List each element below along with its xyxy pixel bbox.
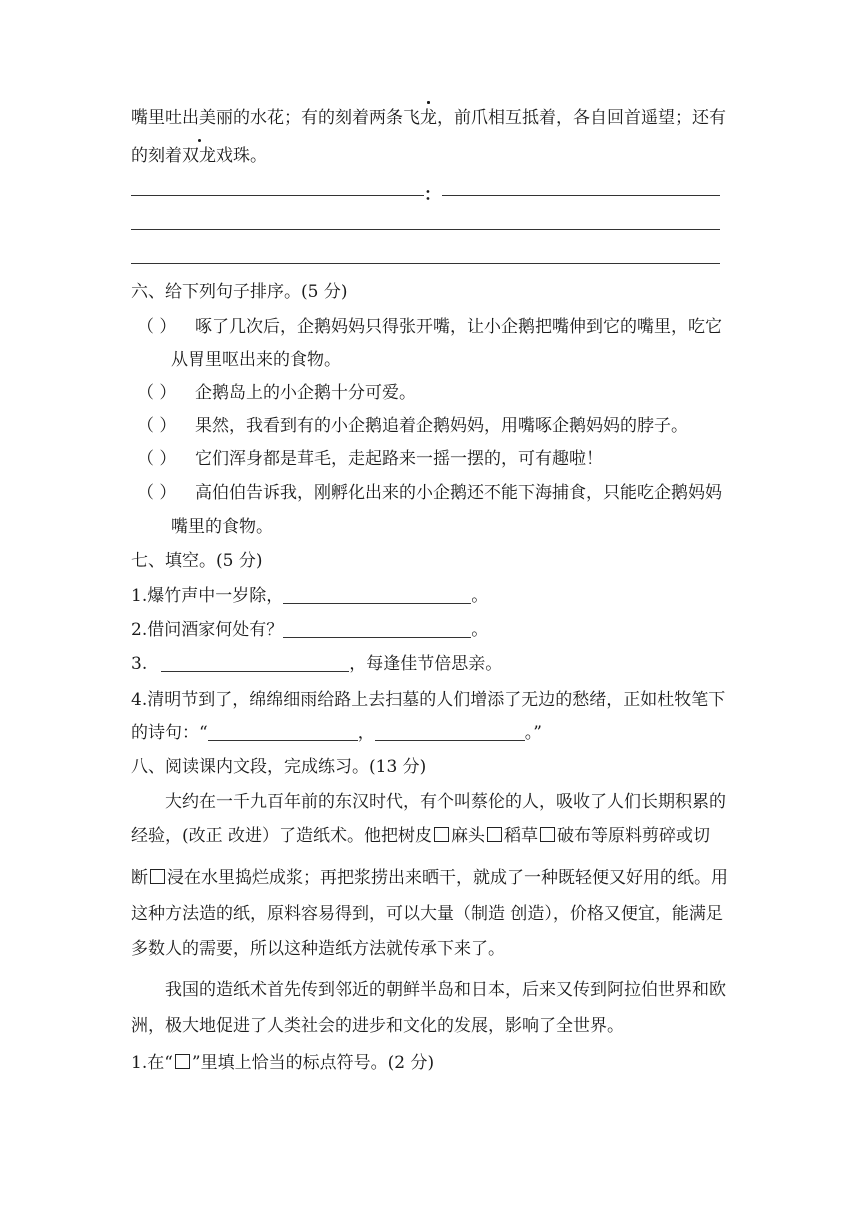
text-segment: 有 — [709, 108, 726, 128]
sort-item-text: 果然，我看到有的小企鹅追着企鹅妈妈，用嘴啄企鹅妈妈的脖子。 — [195, 416, 688, 436]
sort-item-2 — [137, 382, 416, 404]
fill-item-3 — [131, 653, 502, 675]
fill-item-2 — [131, 619, 488, 641]
text-segment: 破布等原料剪碎或切 — [557, 826, 711, 846]
fill-blank[interactable] — [208, 724, 358, 741]
punctuation-box[interactable] — [150, 869, 165, 884]
sort-item-3 — [137, 415, 688, 437]
poem-text: ，每逢佳节倍思亲。 — [349, 654, 503, 674]
colon: ： — [424, 185, 441, 205]
dotted-char: 有 — [301, 108, 318, 128]
answer-line[interactable] — [131, 195, 424, 196]
sort-item-5 — [137, 482, 722, 504]
text-segment: 嘴里吐出美丽的水花； — [131, 108, 301, 128]
sort-item-1-cont: 从胃里呕出来的食物。 — [171, 350, 341, 370]
text-segment: 稻草 — [504, 826, 539, 846]
punctuation: 。 — [471, 620, 489, 640]
order-bracket[interactable]: （ ） — [137, 449, 177, 469]
section-heading: 八、阅读课内文段，完成练习。(13 分) — [131, 757, 427, 777]
answer-line[interactable] — [131, 229, 720, 230]
answer-line[interactable] — [131, 263, 720, 264]
text-segment: ”里填上恰当的标点符号。(2 分) — [191, 1053, 435, 1073]
fill-item-1 — [131, 585, 488, 607]
text-segment: 断 — [131, 868, 148, 888]
punctuation-box[interactable] — [487, 827, 502, 842]
fill-blank[interactable] — [375, 724, 525, 741]
poem-text: 1.爆竹声中一岁除， — [131, 586, 284, 606]
sort-item-1 — [137, 316, 722, 338]
dotted-char: 还 — [692, 108, 709, 128]
sort-item-4 — [137, 448, 603, 470]
punctuation: ， — [357, 723, 375, 743]
text-segment: 麻头 — [451, 826, 486, 846]
order-bracket[interactable]: （ ） — [137, 416, 177, 436]
passage-line — [131, 825, 710, 847]
fill-item-4-cont — [131, 722, 542, 744]
q5-text-line-2 — [131, 145, 267, 167]
fill-blank[interactable] — [283, 621, 471, 638]
sort-item-text: 高伯伯告诉我，刚孵化出来的小企鹅还不能下海捕食，只能吃企鹅妈妈 — [195, 483, 722, 503]
punctuation-box[interactable] — [434, 827, 449, 842]
passage-line: 大约在一千九百年前的东汉时代，有个叫蔡伦的人，吸收了人们长期积累的 — [165, 792, 726, 812]
text-segment: 经验，(改正 改进）了造纸术。他把树皮 — [131, 826, 433, 846]
passage-line: 多数人的需要，所以这种造纸方法就传承下来了。 — [131, 939, 505, 959]
order-bracket[interactable]: （ ） — [137, 483, 177, 503]
q5-text-line-1 — [131, 107, 726, 129]
answer-line[interactable] — [442, 195, 720, 196]
fill-item-4: 4.清明节到了，绵绵细雨给路上去扫墓的人们增添了无边的愁绪，正如杜牧笔下 — [131, 690, 726, 710]
order-bracket[interactable]: （ ） — [137, 383, 177, 403]
text-segment: 的刻着两条飞龙，前爪相互抵着，各自回首遥望； — [318, 108, 692, 128]
sub-question-1 — [131, 1052, 434, 1074]
section-heading: 七、填空。(5 分) — [131, 551, 263, 571]
passage-line: 洲，极大地促进了人类社会的进步和文化的发展，影响了全世界。 — [131, 1016, 624, 1036]
poem-text: 2.借问酒家何处有？ — [131, 620, 284, 640]
order-bracket[interactable]: （ ） — [137, 317, 177, 337]
punctuation: 。” — [524, 723, 542, 743]
sort-item-5-cont: 嘴里的食物。 — [171, 517, 273, 537]
text-segment: 的诗句：“ — [131, 723, 208, 743]
passage-line: 我国的造纸术首先传到邻近的朝鲜半岛和日本，后来又传到阿拉伯世界和欧 — [165, 980, 726, 1000]
sort-item-text: 它们浑身都是茸毛，走起路来一摇一摆的，可有趣啦！ — [195, 449, 603, 469]
punctuation-box[interactable] — [540, 827, 555, 842]
passage-line: 这种方法造的纸，原料容易得到，可以大量（制造 创造），价格又便宜，能满足 — [131, 904, 723, 924]
sort-item-text: 企鹅岛上的小企鹅十分可爱。 — [195, 383, 416, 403]
punctuation-box-sample — [175, 1054, 190, 1069]
section-heading: 六、给下列句子排序。(5 分) — [131, 282, 348, 302]
text-segment: 1.在“ — [131, 1053, 173, 1073]
sort-item-text: 啄了几次后，企鹅妈妈只得张开嘴，让小企鹅把嘴伸到它的嘴里，吃它 — [195, 317, 722, 337]
text-segment: 刻着双龙戏珠。 — [148, 146, 267, 166]
fill-blank[interactable] — [161, 655, 349, 672]
text-segment: 浸在水里捣烂成浆；再把浆捞出来晒干，就成了一种既轻便又好用的纸。用 — [167, 868, 728, 888]
passage-line — [131, 867, 728, 889]
dotted-char: 的 — [131, 146, 148, 166]
punctuation: 。 — [471, 586, 489, 606]
fill-blank[interactable] — [283, 587, 471, 604]
item-number: 3. — [131, 654, 148, 674]
